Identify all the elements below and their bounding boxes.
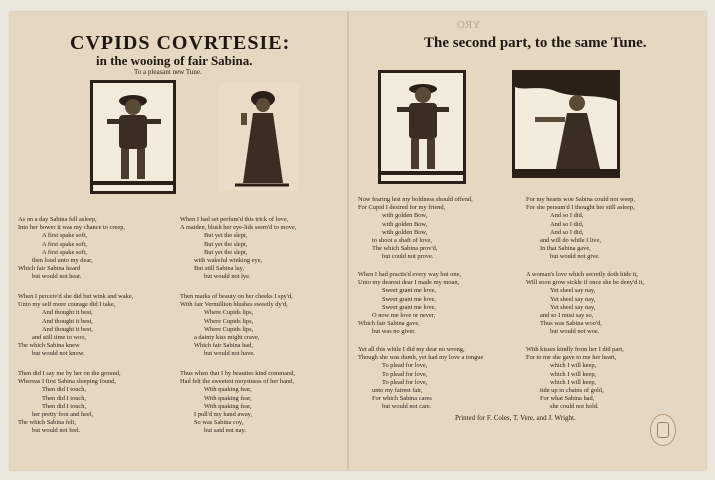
verse-line: And thought it best, — [42, 309, 93, 317]
verse-line: Which fair Sabina heard — [18, 265, 81, 273]
verse-9 — [358, 271, 524, 337]
verse-line: Whereas I first Sabina sleeping found, — [18, 378, 116, 386]
verse-line: The which Sabina knew — [18, 342, 80, 350]
second-part-title: The second part, to the same Tune. — [424, 35, 647, 51]
verse-line: Then marks of beauty on her cheeks I spy'd, — [180, 293, 293, 300]
verse-line: but was no giver. — [372, 328, 416, 336]
woodcut-woman-right — [512, 70, 620, 178]
verse-line: To plead for love, — [382, 370, 428, 378]
verse-line: but would not lye. — [204, 273, 251, 281]
verse-line: to shoot a shaft of love, — [372, 237, 432, 245]
verse-line: To plead for love, — [382, 378, 428, 386]
verse-line: Which fair Sabina gave, — [358, 320, 420, 328]
verse-line: But yet the slept, — [204, 248, 248, 256]
verse-line: her pretty foot and heel, — [32, 411, 94, 419]
verse-line: In that Sabina gave, — [540, 245, 591, 253]
verse-line: which I will keep, — [550, 362, 597, 370]
verse-line: Into her bower it was my chance to creep, — [18, 224, 125, 232]
verse-line: with golden Bow, — [382, 228, 428, 236]
ballad-title: CVPIDS COVRTESIE: — [70, 32, 291, 54]
verse-line: but would not care. — [382, 403, 432, 411]
verse-line: When I had practis'd every way but one, — [358, 271, 462, 278]
verse-line: but would not hear. — [32, 273, 82, 281]
verse-line: For to me she gave to me her heart, — [526, 354, 617, 362]
verse-8 — [526, 196, 704, 262]
verse-line: With quaking fear, — [204, 394, 252, 402]
verse-line: which I will keep, — [550, 378, 597, 386]
verse-1 — [18, 216, 178, 282]
verse-line: Thus was Sabina woo'd, — [540, 320, 602, 328]
verse-line: And so I did, — [550, 212, 584, 220]
verse-line: For which Sabina cares — [372, 395, 432, 403]
verse-10 — [526, 271, 704, 337]
verse-line: Then did I say me by her on the ground, — [18, 370, 121, 377]
verse-line: Where Cupids lips, — [204, 317, 254, 325]
verse-6 — [180, 370, 345, 436]
verse-line: but would not have. — [204, 350, 255, 358]
verse-7 — [358, 196, 524, 262]
verse-line: For what Sabina had, — [540, 395, 595, 403]
verse-line: Sweet grant me love, — [382, 303, 436, 311]
verse-line: For she persum'd I thought her still asleep, — [526, 204, 635, 212]
verse-line: but would not feel. — [32, 427, 81, 435]
verse-line: So was Sabina coy, — [194, 419, 244, 427]
verse-line: A woman's love which secretly doth hide it, — [526, 271, 638, 278]
verse-3 — [18, 293, 178, 359]
verse-line: And so I did, — [550, 228, 584, 236]
printer-imprint: Printed for F. Coles, T. Vere, and J. Wright. — [455, 414, 576, 422]
woodcut-man-right — [378, 70, 466, 184]
verse-line: Unto my dearest dear I made my moan, — [358, 279, 460, 287]
verse-line: Will soon grow sickle if once she be deny'd it, — [526, 279, 645, 287]
verse-line: then loud unto my dear, — [32, 257, 93, 265]
verse-line: but would not know. — [32, 350, 85, 358]
woodcut-man-left — [90, 80, 176, 194]
verse-line: Then did I touch, — [42, 402, 87, 410]
show-through-text: YRO — [457, 19, 481, 31]
verse-line: Now fearing lest my boldness should offend, — [358, 196, 473, 203]
verse-line: With kisses kindly from her I did part, — [526, 346, 624, 353]
verse-line: but would not give. — [550, 253, 600, 261]
verse-line: I pull'd my hand away, — [194, 411, 253, 419]
woodcut-woman-left — [216, 80, 302, 194]
verse-line: Yet all this while I did my dear no wrong, — [358, 346, 465, 353]
verse-line: with wakeful winking eye, — [194, 257, 263, 265]
verse-line: A first spake soft, — [42, 232, 88, 240]
verse-line: And thought it best, — [42, 325, 93, 333]
verse-line: but could not prove. — [382, 253, 434, 261]
verse-line: As on a day Sabina fell asleep, — [18, 216, 97, 223]
verse-line: Where Cupids lips, — [204, 325, 254, 333]
verse-line: But yet the slept, — [204, 240, 248, 248]
verse-line: and so I must say so, — [540, 312, 594, 320]
verse-line: And thought it best, — [42, 317, 93, 325]
verse-line: A first spake soft, — [42, 240, 88, 248]
verse-line: Yet sheel say nay, — [550, 295, 596, 303]
verse-line: A maiden, blush her eye-lids seem'd to move, — [180, 224, 297, 232]
verse-line: but would not woe. — [550, 328, 600, 336]
verse-line: which I will keep, — [550, 370, 597, 378]
verse-line: O now me love or never, — [372, 312, 436, 320]
verse-line: Yet sheel say nay, — [550, 303, 596, 311]
verse-line: Sweet grant me love, — [382, 287, 436, 295]
verse-5 — [18, 370, 178, 436]
verse-11 — [358, 346, 524, 412]
verse-line: For Cupid I desired for my friend, — [358, 204, 446, 212]
verse-line: Sweet grant me love, — [382, 295, 436, 303]
verse-line: To plead for love, — [382, 362, 428, 370]
verse-line: With fair Vermillion blushes sweetly dy'd, — [180, 301, 288, 309]
verse-line: Though she was dumb, yet had my love a tongue — [358, 354, 484, 362]
verse-line: with golden Bow, — [382, 212, 428, 220]
verse-line: Then did I touch, — [42, 386, 87, 394]
verse-line: When I had set perfum'd this trick of love, — [180, 216, 289, 223]
verse-line: Yet sheel say nay, — [550, 287, 596, 295]
verse-line: The which Sabina felt, — [18, 419, 76, 427]
center-fold — [347, 12, 349, 470]
verse-4 — [180, 293, 345, 359]
verse-12 — [526, 346, 704, 412]
verse-line: Which fair Sabina had, — [194, 342, 253, 350]
verse-line: Then did I touch, — [42, 394, 87, 402]
verse-2 — [180, 216, 345, 282]
verse-line: For my hearts woe Sabina could not weep, — [526, 196, 635, 203]
verse-line: The which Sabina prov'd, — [372, 245, 438, 253]
verse-line: Where Cupids lips, — [204, 309, 254, 317]
ballad-subtitle: in the wooing of fair Sabina. — [96, 53, 253, 68]
verse-line: But yet the slept, — [204, 232, 248, 240]
verse-line: And so I did, — [550, 220, 584, 228]
verse-line: With quaking fear, — [204, 402, 252, 410]
verse-line: and will do while I live, — [540, 237, 602, 245]
verse-line: but said not nay. — [204, 427, 246, 435]
verse-line: Had felt the sweetest moystness of her hand, — [180, 378, 294, 386]
tune-note: To a pleasant new Tune. — [134, 68, 202, 76]
verse-line: with golden Bow, — [382, 220, 428, 228]
verse-line: With quaking fear, — [204, 386, 252, 394]
verse-line: unto my fairest fair, — [372, 387, 423, 395]
verse-line: a dainty kiss might crave, — [194, 334, 260, 342]
verse-line: she could not hold. — [550, 403, 599, 411]
verse-line: A first spake soft, — [42, 248, 88, 256]
verse-line: But still Sabina lay, — [194, 265, 244, 273]
library-stamp — [650, 414, 676, 446]
verse-line: Unto my self more courage did I take, — [18, 301, 116, 309]
verse-line: and still time to woo, — [32, 334, 87, 342]
verse-line: When I perceiv'd she did but wink and wake, — [18, 293, 134, 300]
verse-line: Thus when that I by beauties kind command, — [180, 370, 296, 377]
verse-line: tide up in chains of gold, — [540, 387, 604, 395]
